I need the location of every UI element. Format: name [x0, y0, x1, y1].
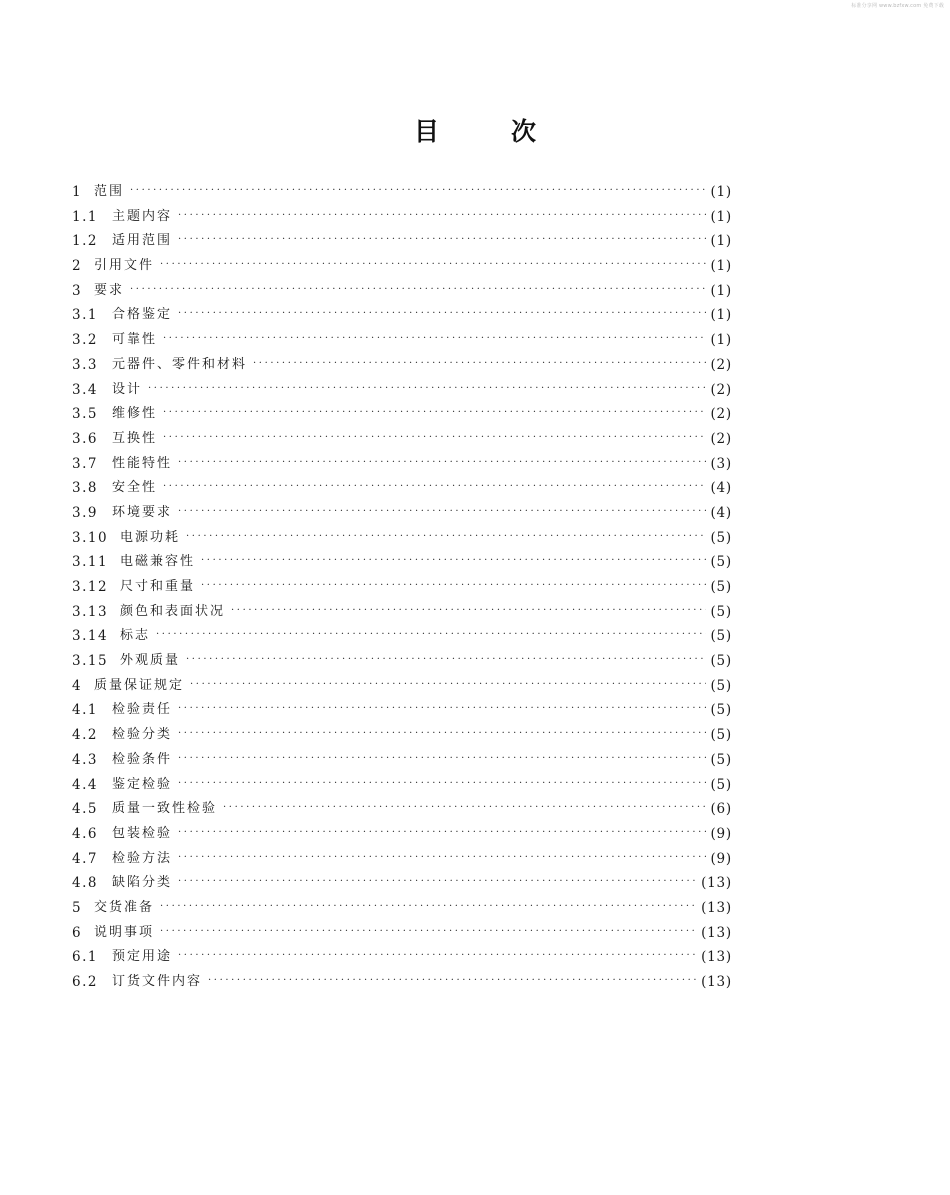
toc-dot-leader: [201, 549, 706, 574]
toc-dot-leader: [163, 426, 706, 451]
toc-entry-number: 3.2: [72, 332, 98, 349]
toc-entry-page: (5): [710, 727, 732, 744]
toc-entry-number: 6.1: [72, 949, 98, 966]
toc-entry[interactable]: [72, 575, 732, 600]
toc-entry-title: 适用范围: [112, 233, 173, 249]
toc-entry-page: (2): [710, 406, 732, 423]
toc-entry-page: (5): [710, 603, 732, 620]
toc-entry-number: 3.8: [72, 480, 98, 497]
toc-entry-title: 性能特性: [112, 455, 173, 471]
toc-entry-title: 质量一致性检验: [112, 801, 218, 817]
toc-dot-leader: [178, 697, 706, 722]
toc-entry-title: 颜色和表面状况: [120, 603, 226, 619]
toc-entry[interactable]: [72, 773, 732, 798]
toc-entry-page: (1): [710, 282, 732, 299]
toc-entry[interactable]: [72, 896, 732, 921]
toc-entry-number: 3.10: [72, 529, 109, 546]
toc-entry-page: (5): [710, 628, 732, 645]
toc-entry[interactable]: [72, 353, 732, 378]
toc-entry-number: 4.4: [72, 776, 98, 793]
toc-entry-number: 3.6: [72, 430, 98, 447]
toc-dot-leader: [163, 327, 706, 352]
toc-dot-leader: [178, 944, 697, 969]
toc-entry[interactable]: [72, 279, 732, 304]
toc-entry-title: 质量保证规定: [94, 677, 185, 693]
toc-entry-page: (5): [710, 579, 732, 595]
toc-entry-title: 订货文件内容: [112, 974, 203, 989]
toc-entry-page: (13): [701, 924, 732, 941]
toc-entry-page: (2): [710, 356, 732, 373]
toc-dot-leader: [201, 574, 706, 599]
toc-dot-leader: [178, 228, 706, 253]
toc-entry[interactable]: [72, 303, 732, 328]
toc-entry[interactable]: [72, 550, 732, 575]
toc-entry-number: 4: [72, 677, 83, 694]
toc-dot-leader: [178, 821, 706, 846]
toc-entry-title: 范围: [94, 184, 125, 199]
toc-dot-leader: [130, 278, 706, 303]
toc-entry-number: 1.1: [72, 208, 98, 225]
toc-entry-number: 3.3: [72, 356, 98, 373]
toc-entry-page: (5): [710, 776, 732, 793]
toc-entry[interactable]: [72, 723, 732, 748]
toc-entry-number: 3.13: [72, 603, 109, 620]
toc-entry-page: (9): [710, 825, 732, 842]
toc-dot-leader: [178, 846, 706, 871]
toc-entry-title: 检验分类: [112, 727, 173, 743]
toc-entry-page: (9): [710, 850, 732, 867]
toc-entry[interactable]: [72, 822, 732, 847]
toc-entry-number: 3.1: [72, 307, 98, 324]
toc-entry-title: 互换性: [112, 430, 158, 446]
toc-entry-page: (2): [710, 430, 732, 447]
title-char-mu: 目: [413, 117, 439, 146]
toc-dot-leader: [253, 352, 706, 377]
toc-entry-page: (5): [710, 702, 732, 719]
toc-entry[interactable]: [72, 427, 732, 452]
toc-entry-number: 3.14: [72, 628, 109, 645]
toc-entry-page: (4): [710, 504, 732, 521]
toc-entry-title: 元器件、零件和材料: [112, 356, 248, 372]
toc-entry[interactable]: [72, 328, 732, 353]
toc-entry-page: (1): [710, 184, 732, 200]
toc-entry[interactable]: [72, 921, 732, 946]
toc-entry-number: 5: [72, 899, 83, 916]
watermark-text: 标准分享网 www.bzfxw.com 免费下载: [851, 3, 944, 9]
toc-entry-page: (1): [710, 307, 732, 324]
toc-entry-title: 要求: [94, 282, 125, 298]
toc-entry-title: 标志: [120, 628, 151, 644]
toc-entry-page: (3): [710, 455, 732, 472]
toc-dot-leader: [178, 722, 706, 747]
toc-dot-leader: [186, 525, 706, 550]
toc-entry-number: 2: [72, 258, 83, 275]
toc-entry-number: 3.9: [72, 504, 98, 521]
toc-dot-leader: [178, 302, 706, 327]
toc-entry-title: 外观质量: [120, 653, 181, 669]
toc-entry[interactable]: [72, 871, 732, 896]
toc-entry-page: (5): [710, 653, 732, 670]
toc-entry-page: (1): [710, 208, 732, 225]
page-title: [0, 112, 950, 148]
toc-entry[interactable]: [72, 180, 732, 205]
toc-dot-leader: [160, 895, 697, 920]
toc-entry[interactable]: [72, 748, 732, 773]
toc-dot-leader: [156, 623, 706, 648]
toc-entry-page: (5): [710, 554, 732, 571]
toc-entry-page: (13): [701, 974, 732, 990]
toc-entry-page: (2): [710, 381, 732, 398]
toc-dot-leader: [163, 401, 706, 426]
toc-entry-title: 电磁兼容性: [120, 554, 196, 570]
toc-entry[interactable]: [72, 254, 732, 279]
toc-entry-page: (13): [701, 875, 732, 892]
toc-entry-number: 6.2: [72, 974, 98, 990]
toc-entry-number: 1.2: [72, 233, 98, 250]
toc-dot-leader: [160, 253, 706, 278]
toc-entry-page: (13): [701, 899, 732, 916]
toc-entry-number: 4.6: [72, 825, 98, 842]
toc-entry-number: 3.11: [72, 554, 109, 571]
toc-entry-title: 安全性: [112, 480, 158, 496]
toc-entry[interactable]: [72, 945, 732, 970]
toc-entry[interactable]: [72, 501, 732, 526]
toc-dot-leader: [178, 204, 706, 229]
toc-entry-page: (5): [710, 677, 732, 694]
toc-entry-title: 缺陷分类: [112, 875, 173, 891]
toc-entry[interactable]: [72, 847, 732, 872]
toc-entry[interactable]: [72, 229, 732, 254]
toc-entry-page: (1): [710, 258, 732, 275]
toc-entry[interactable]: [72, 698, 732, 723]
toc-entry-title: 检验责任: [112, 702, 173, 718]
toc-entry-title: 引用文件: [94, 258, 155, 274]
toc-dot-leader: [178, 870, 697, 895]
toc-entry-number: 1: [72, 184, 83, 200]
toc-entry[interactable]: [72, 476, 732, 501]
toc-entry-number: 3.12: [72, 579, 109, 595]
toc-dot-leader: [178, 500, 706, 525]
toc-entry[interactable]: [72, 649, 732, 674]
toc-dot-leader: [223, 796, 706, 821]
toc-entry-number: 4.1: [72, 702, 98, 719]
toc-dot-leader: [178, 747, 706, 772]
toc-dot-leader: [190, 673, 706, 698]
toc-entry-title: 预定用途: [112, 949, 173, 965]
toc-entry[interactable]: [72, 674, 732, 699]
toc-entry-page: (5): [710, 529, 732, 546]
toc-entry-title: 设计: [112, 381, 143, 397]
toc-entry-number: 3.7: [72, 455, 98, 472]
toc-entry-page: (4): [710, 480, 732, 497]
toc-entry-title: 合格鉴定: [112, 307, 173, 323]
toc-entry-title: 环境要求: [112, 504, 173, 520]
toc-entry-page: (13): [701, 949, 732, 966]
toc-entry[interactable]: [72, 452, 732, 477]
toc-entry-title: 说明事项: [94, 924, 155, 940]
toc-entry-page: (5): [710, 751, 732, 768]
toc-entry-title: 主题内容: [112, 208, 173, 224]
toc-entry-title: 电源功耗: [120, 529, 181, 545]
toc-entry[interactable]: [72, 402, 732, 427]
toc-entry-title: 交货准备: [94, 899, 155, 915]
toc-entry-title: 检验条件: [112, 751, 173, 767]
toc-entry-number: 3.4: [72, 381, 98, 398]
title-char-ci: 次: [511, 117, 537, 146]
table-of-contents: [72, 180, 732, 995]
toc-dot-leader: [231, 599, 706, 624]
toc-dot-leader: [178, 772, 706, 797]
toc-entry-title: 可靠性: [112, 332, 158, 348]
toc-entry-number: 4.7: [72, 850, 98, 867]
toc-entry[interactable]: [72, 797, 732, 822]
toc-entry[interactable]: [72, 205, 732, 230]
toc-entry-number: 4.8: [72, 875, 98, 892]
toc-entry[interactable]: [72, 970, 732, 995]
toc-entry-page: (6): [710, 801, 732, 818]
toc-entry-page: (1): [710, 233, 732, 250]
toc-entry[interactable]: [72, 526, 732, 551]
toc-entry-title: 包装检验: [112, 825, 173, 841]
toc-entry-number: 3.15: [72, 653, 109, 670]
toc-entry-number: 4.2: [72, 727, 98, 744]
toc-dot-leader: [186, 648, 706, 673]
toc-entry-title: 检验方法: [112, 850, 173, 866]
toc-dot-leader: [160, 920, 697, 945]
toc-entry-number: 4.5: [72, 801, 98, 818]
toc-entry-title: 鉴定检验: [112, 776, 173, 792]
toc-entry[interactable]: [72, 378, 732, 403]
toc-entry[interactable]: [72, 624, 732, 649]
toc-dot-leader: [163, 475, 706, 500]
toc-dot-leader: [178, 451, 706, 476]
toc-dot-leader: [148, 377, 706, 402]
toc-entry-number: 6: [72, 924, 83, 941]
toc-entry-number: 3.5: [72, 406, 98, 423]
toc-entry-number: 4.3: [72, 751, 98, 768]
toc-entry[interactable]: [72, 600, 732, 625]
toc-entry-page: (1): [710, 332, 732, 349]
toc-entry-title: 尺寸和重量: [120, 579, 196, 594]
toc-entry-title: 维修性: [112, 406, 158, 422]
toc-dot-leader: [130, 179, 706, 204]
toc-dot-leader: [208, 969, 697, 994]
toc-entry-number: 3: [72, 282, 83, 299]
